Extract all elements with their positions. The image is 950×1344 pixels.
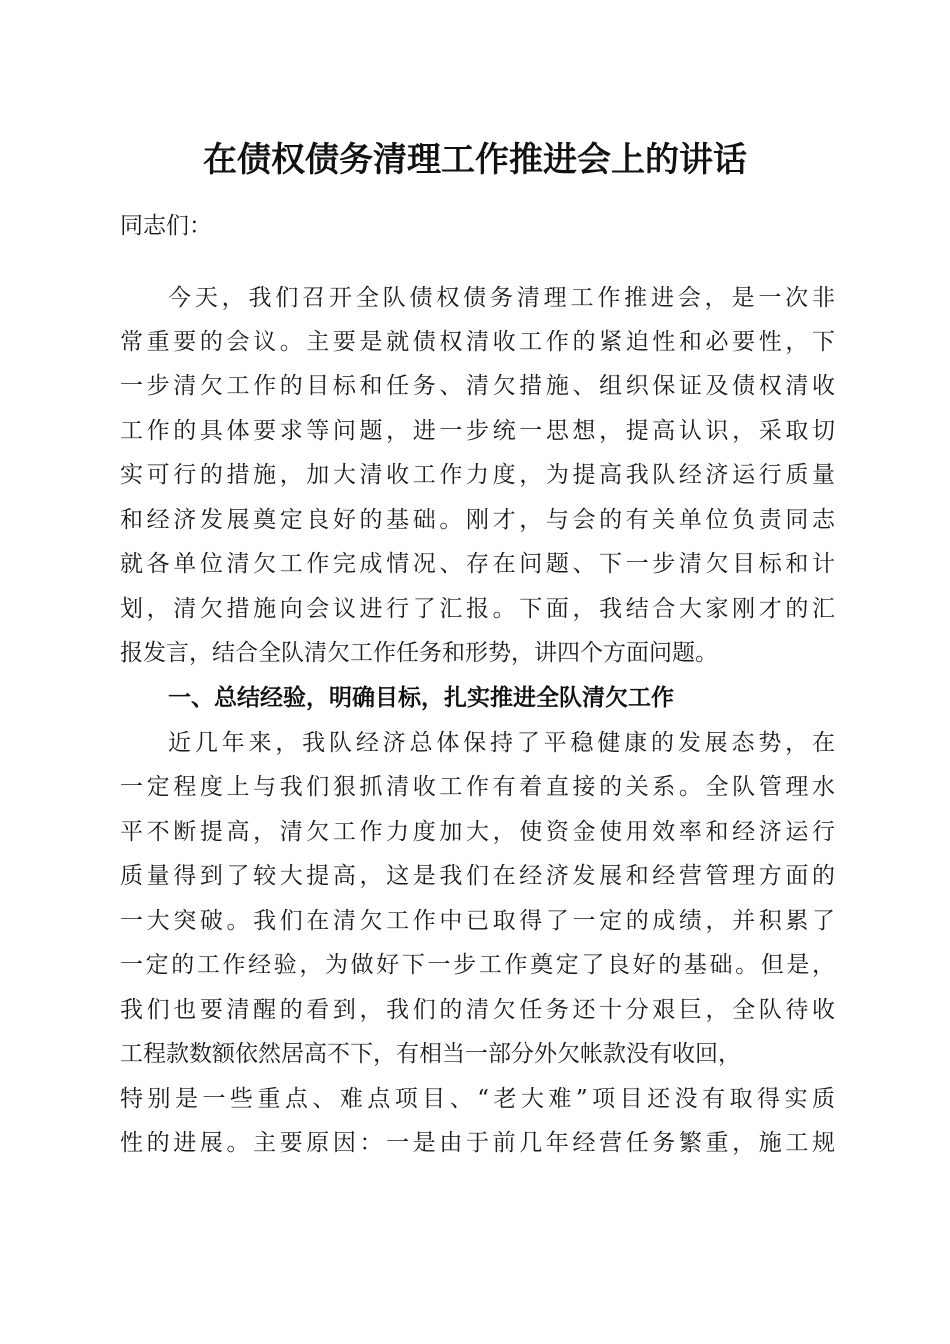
paragraph-line: 性的进展。主要原因：一是由于前几年经营任务繁重，施工规	[120, 1130, 835, 1156]
paragraph-line: 工作的具体要求等问题，进一步统一思想，提高认识，采取切	[120, 418, 835, 444]
paragraph-line: 我们也要清醒的看到，我们的清欠任务还十分艰巨，全队待收	[120, 997, 835, 1023]
paragraph-line: 和经济发展奠定良好的基础。刚才，与会的有关单位负责同志	[120, 507, 835, 533]
paragraph-line: 特别是一些重点、难点项目、“老大难”项目还没有取得实质	[120, 1086, 835, 1112]
paragraph-line: 工程款数额依然居高不下，有相当一部分外欠帐款没有收回，	[120, 1041, 741, 1067]
paragraph-line: 就各单位清欠工作完成情况、存在问题、下一步清欠目标和计	[120, 551, 835, 577]
paragraph-line: 实可行的措施，加大清收工作力度，为提高我队经济运行质量	[120, 462, 835, 488]
paragraph-line: 今天，我们召开全队债权债务清理工作推进会，是一次非	[168, 285, 835, 311]
section-heading: 一、总结经验，明确目标，扎实推进全队清欠工作	[168, 685, 674, 711]
document-title: 在债权债务清理工作推进会上的讲话	[203, 140, 747, 180]
paragraph-line: 平不断提高，清欠工作力度加大，使资金使用效率和经济运行	[120, 819, 835, 845]
paragraph-line: 质量得到了较大提高，这是我们在经济发展和经营管理方面的	[120, 863, 835, 889]
paragraph-line: 一步清欠工作的目标和任务、清欠措施、组织保证及债权清收	[120, 373, 835, 399]
paragraph-line: 一定程度上与我们狠抓清收工作有着直接的关系。全队管理水	[120, 774, 835, 800]
paragraph-line: 一大突破。我们在清欠工作中已取得了一定的成绩，并积累了	[120, 908, 835, 934]
paragraph-line: 近几年来，我队经济总体保持了平稳健康的发展态势，在	[168, 730, 835, 756]
salutation: 同志们：	[120, 213, 212, 239]
paragraph-line: 一定的工作经验，为做好下一步工作奠定了良好的基础。但是，	[120, 952, 835, 978]
paragraph-line: 划，清欠措施向会议进行了汇报。下面，我结合大家刚才的汇	[120, 596, 835, 622]
paragraph-line: 常重要的会议。主要是就债权清收工作的紧迫性和必要性，下	[120, 329, 835, 355]
paragraph-line: 报发言，结合全队清欠工作任务和形势，讲四个方面问题。	[120, 640, 718, 666]
